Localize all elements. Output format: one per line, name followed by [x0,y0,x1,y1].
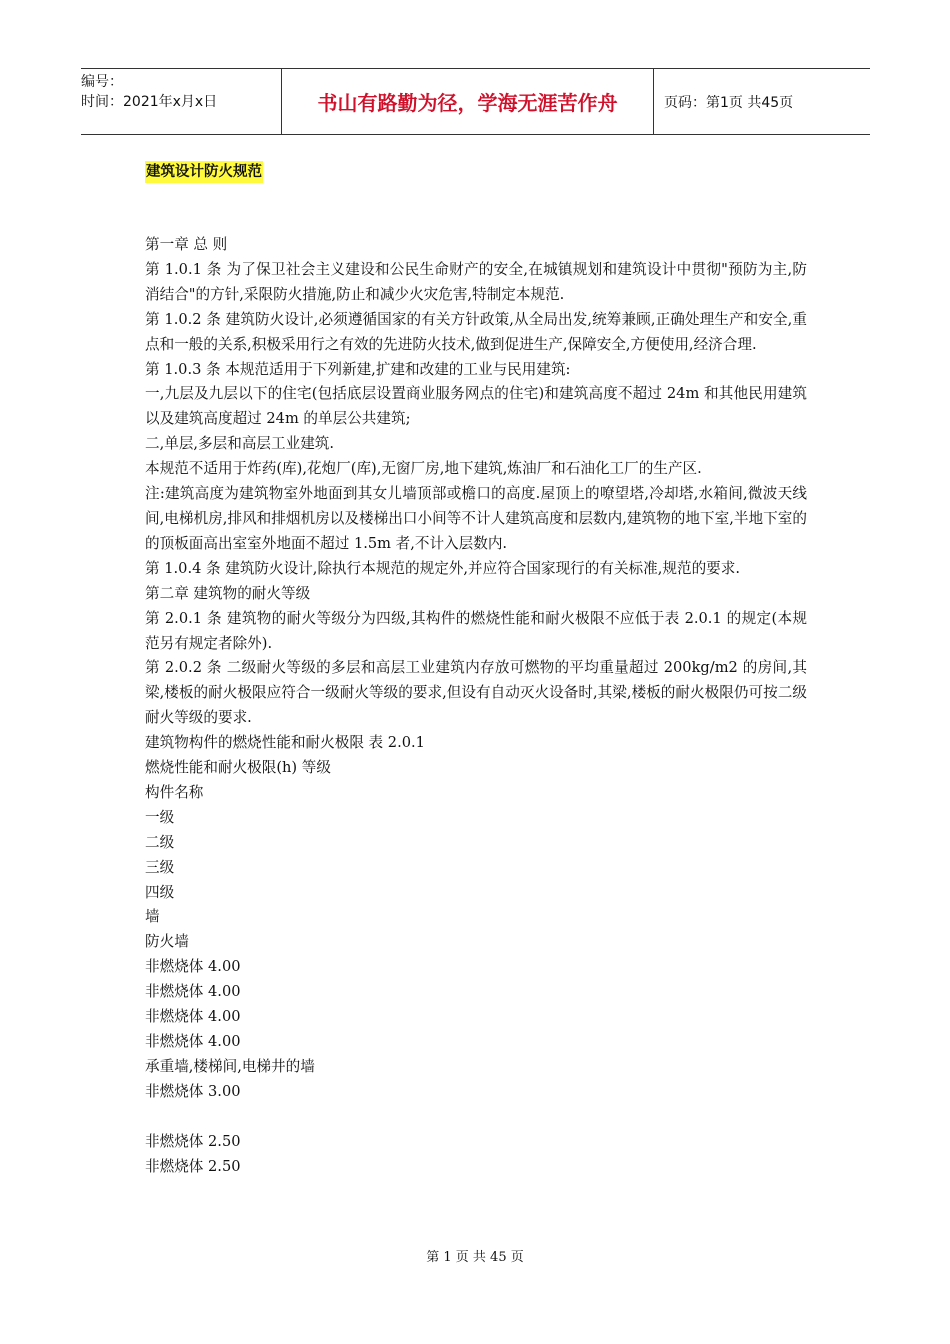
paragraph: 墙 [145,908,160,926]
page-header [81,68,870,135]
header-motto: 书山有路勤为径，学海无涯苦作舟 [282,69,654,134]
paragraph: 非燃烧体 3.00 [145,1082,241,1100]
paragraph: 燃烧性能和耐火极限(h) 等级 [145,759,331,777]
paragraph: 一级 [145,808,175,826]
paragraph: 承重墙,楼梯间,电梯井的墙 [145,1057,315,1075]
paragraph: 构件名称 [145,783,204,801]
paragraph: 第 1.0.4 条 建筑防火设计,除执行本规范的规定外,并应符合国家现行的有关标准,规范的要求. [145,559,740,577]
paragraph: 非燃烧体 2.50 [145,1132,241,1150]
paragraph: 第二章 建筑物的耐火等级 [145,584,311,602]
blank-line [145,1105,807,1130]
paragraph: 一,九层及九层以下的住宅(包括底层设置商业服务网点的住宅)和建筑高度不超过 24m 和其他民用建筑以及建筑高度超过 24m 的单层公共建筑; [145,385,807,428]
paragraph: 第 1.0.2 条 建筑防火设计,必须遵循国家的有关方针政策,从全局出发,统筹兼顾,正确处理生产和安全,重点和一般的关系,积极采用行之有效的先进防火技术,做到促进生产,保障安全,方便使用,经济合理. [145,310,807,353]
page-footer: 第 1 页 共 45 页 [426,1250,524,1265]
paragraph: 第 1.0.3 条 本规范适用于下列新建,扩建和改建的工业与民用建筑: [145,360,571,378]
paragraph: 四级 [145,883,175,901]
header-meta [81,69,282,134]
document-body [145,233,807,1179]
code-label: 编号： [81,74,123,90]
header-page-number: 页码：第1页 共45页 [664,94,794,111]
paragraph: 非燃烧体 2.50 [145,1157,241,1175]
paragraph: 防火墙 [145,933,189,951]
paragraph: 二级 [145,833,175,851]
paragraph: 非燃烧体 4.00 [145,1033,241,1050]
paragraph: 建筑物构件的燃烧性能和耐火极限 表 2.0.1 [145,734,425,752]
paragraph: 非燃烧体 4.00 [145,958,241,976]
paragraph: 第 1.0.1 条 为了保卫社会主义建设和公民生命财产的安全,在城镇规划和建筑设计中贯彻"预防为主,防消结合"的方针,采限防火措施,防止和减少火灾危害,特制定本规范. [145,260,807,303]
date-label: 时间：2021年x月x日 [81,94,218,110]
paragraph: 二,单层,多层和高层工业建筑. [145,435,335,453]
paragraph: 非燃烧体 4.00 [145,983,241,1001]
paragraph: 第一章 总 则 [145,236,228,253]
paragraph: 三级 [145,858,175,876]
document-title: 建筑设计防火规范 [145,161,263,183]
paragraph: 本规范不适用于炸药(库),花炮厂(库),无窗厂房,地下建筑,炼油厂和石油化工厂的生产区. [145,460,702,478]
paragraph: 第 2.0.2 条 二级耐火等级的多层和高层工业建筑内存放可燃物的平均重量超过 200kg/m2 的房间,其梁,楼板的耐火极限应符合一级耐火等级的要求,但设有自动灭火设备时,其梁,楼板的耐火极限仍可按二级耐火等级的要求. [145,659,807,727]
paragraph: 第 2.0.1 条 建筑物的耐火等级分为四级,其构件的燃烧性能和耐火极限不应低于表 2.0.1 的规定(本规范另有规定者除外). [145,609,807,652]
paragraph: 注:建筑高度为建筑物室外地面到其女儿墙顶部或檐口的高度.屋顶上的嘹望塔,冷却塔,水箱间,微波天线间,电梯机房,排风和排烟机房以及楼梯出口小间等不计人建筑高度和层数内,建筑物的地下室,半地下室的的顶板面高出室室外地面不超过 1.5m 者,不计入层数内. [145,485,807,552]
paragraph: 非燃烧体 4.00 [145,1008,241,1026]
